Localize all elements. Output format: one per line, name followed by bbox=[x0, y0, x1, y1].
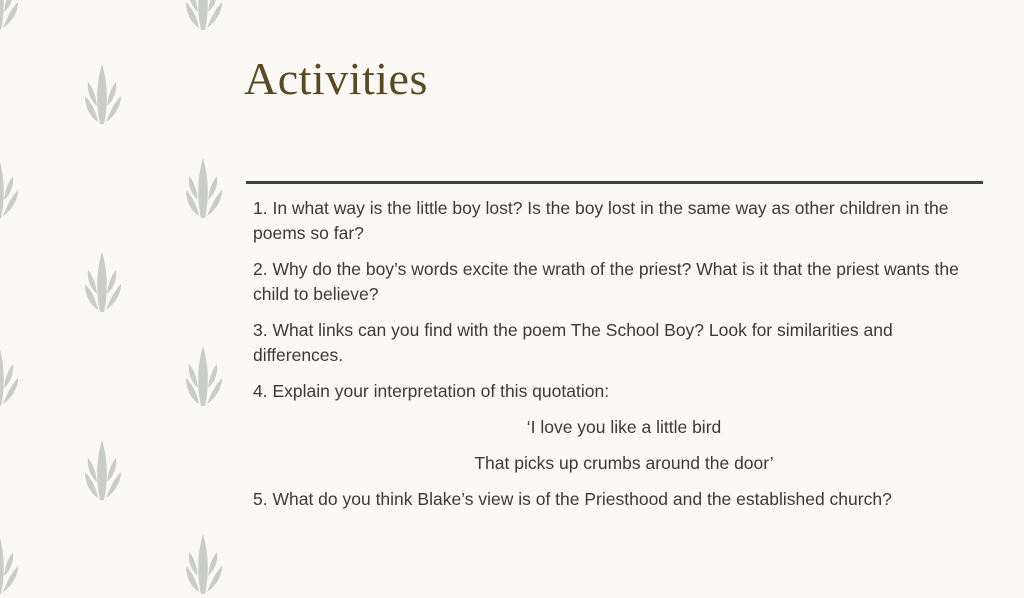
leaf-icon bbox=[182, 152, 226, 222]
quotation-line-2: That picks up crumbs around the door’ bbox=[474, 453, 774, 473]
activity-item-4: 4. Explain your interpretation of this quotation: bbox=[253, 381, 610, 401]
leaf-icon bbox=[0, 528, 22, 598]
activity-item-5: 5. What do you think Blake’s view is of the Priesthood and the established church? bbox=[253, 489, 892, 509]
decorative-leaf-pattern bbox=[0, 0, 240, 576]
leaf-icon bbox=[0, 152, 22, 222]
activity-item-1: 1. In what way is the little boy lost? Is the boy lost in the same way as other children in the poems so far? bbox=[253, 198, 949, 243]
leaf-icon bbox=[182, 340, 226, 410]
activity-item-2: 2. Why do the boy’s words excite the wrath of the priest? What is it that the priest wants the child to believe? bbox=[253, 259, 959, 304]
activities-list bbox=[253, 196, 983, 523]
leaf-icon bbox=[0, 340, 22, 410]
leaf-icon bbox=[81, 434, 125, 504]
title-divider bbox=[246, 181, 983, 184]
quotation-line-1: ‘I love you like a little bird bbox=[526, 417, 722, 437]
slide-title: Activities bbox=[244, 53, 428, 104]
leaf-icon bbox=[0, 0, 22, 34]
leaf-icon bbox=[81, 58, 125, 128]
leaf-icon bbox=[182, 0, 226, 34]
leaf-icon bbox=[81, 246, 125, 316]
leaf-icon bbox=[182, 528, 226, 598]
activity-item-3: 3. What links can you find with the poem The School Boy? Look for similarities and differences. bbox=[253, 320, 893, 365]
